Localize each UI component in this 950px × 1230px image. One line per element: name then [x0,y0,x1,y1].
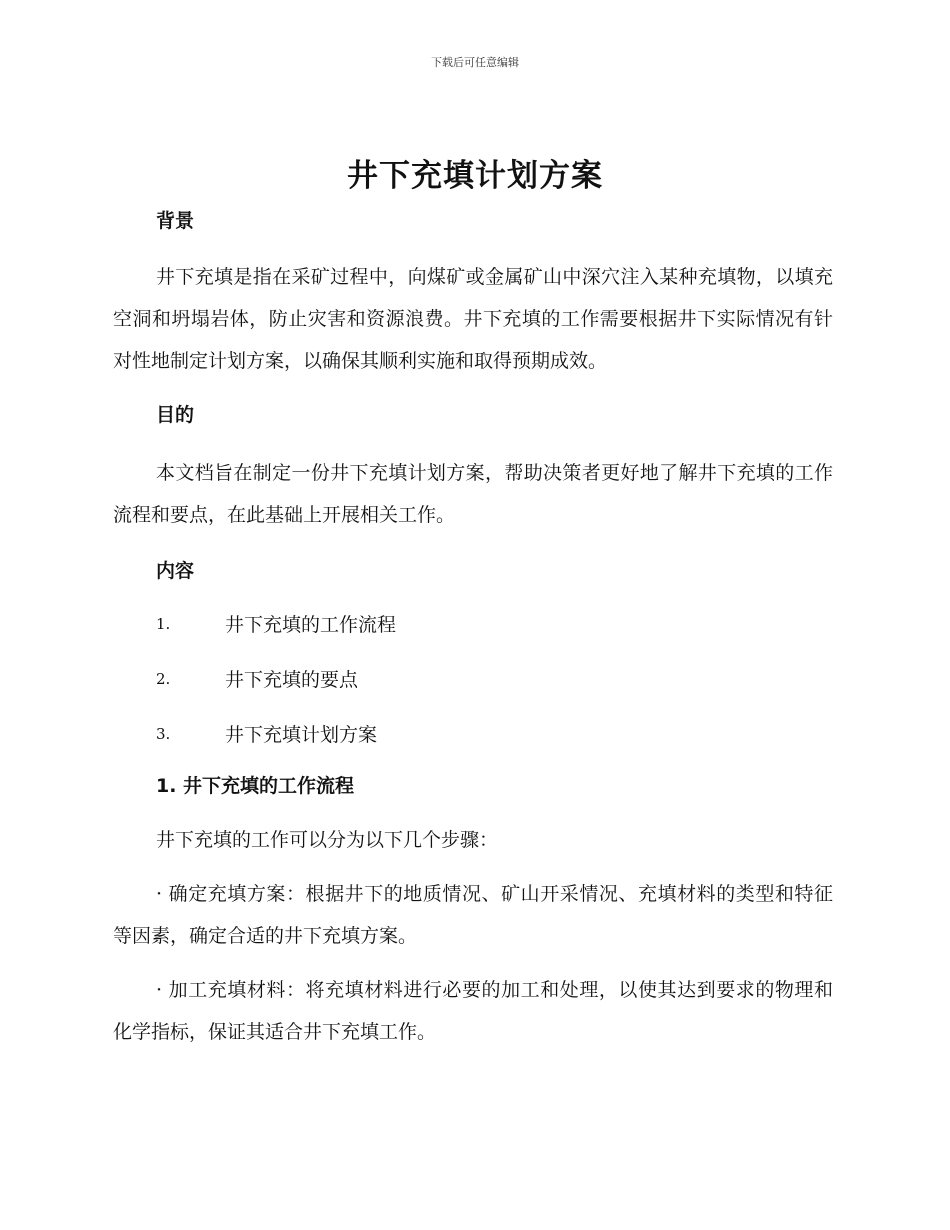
workflow-step: · 确定充填方案：根据井下的地质情况、矿山开采情况、充填材料的类型和特征等因素，确定合适的井下充填方案。 [113,883,833,947]
list-number: 3. [156,724,171,743]
list-number: 2. [156,669,171,688]
background-paragraph: 井下充填是指在采矿过程中，向煤矿或金属矿山中深穴注入某种充填物，以填充空洞和坍塌岩体，防止灾害和资源浪费。井下充填的工作需要根据井下实际情况有针对性地制定计划方案，以确保其顺利实施和取得预期成效。 [113,266,833,372]
contents-heading: 内容 [156,560,195,582]
list-number: 1. [156,614,171,633]
page-title: 井下充填计划方案 [347,158,603,194]
list-item [113,596,833,651]
list-label: 井下充填的工作流程 [225,614,397,636]
list-label: 井下充填计划方案 [225,724,378,746]
document-body [113,206,833,1053]
workflow-heading: 1. 井下充填的工作流程 [156,775,355,797]
list-item [113,651,833,706]
purpose-paragraph: 本文档旨在制定一份井下充填计划方案，帮助决策者更好地了解井下充填的工作流程和要点，在此基础上开展相关工作。 [113,462,833,526]
list-item [113,706,833,761]
purpose-heading: 目的 [156,404,195,426]
workflow-step: · 加工充填材料：将充填材料进行必要的加工和处理，以使其达到要求的物理和化学指标，保证其适合井下充填工作。 [113,979,833,1043]
header-note: 下载后可任意编辑 [431,56,519,69]
list-label: 井下充填的要点 [225,669,359,691]
contents-list [113,596,833,761]
background-heading: 背景 [156,210,195,232]
workflow-intro: 井下充填的工作可以分为以下几个步骤： [156,829,499,851]
